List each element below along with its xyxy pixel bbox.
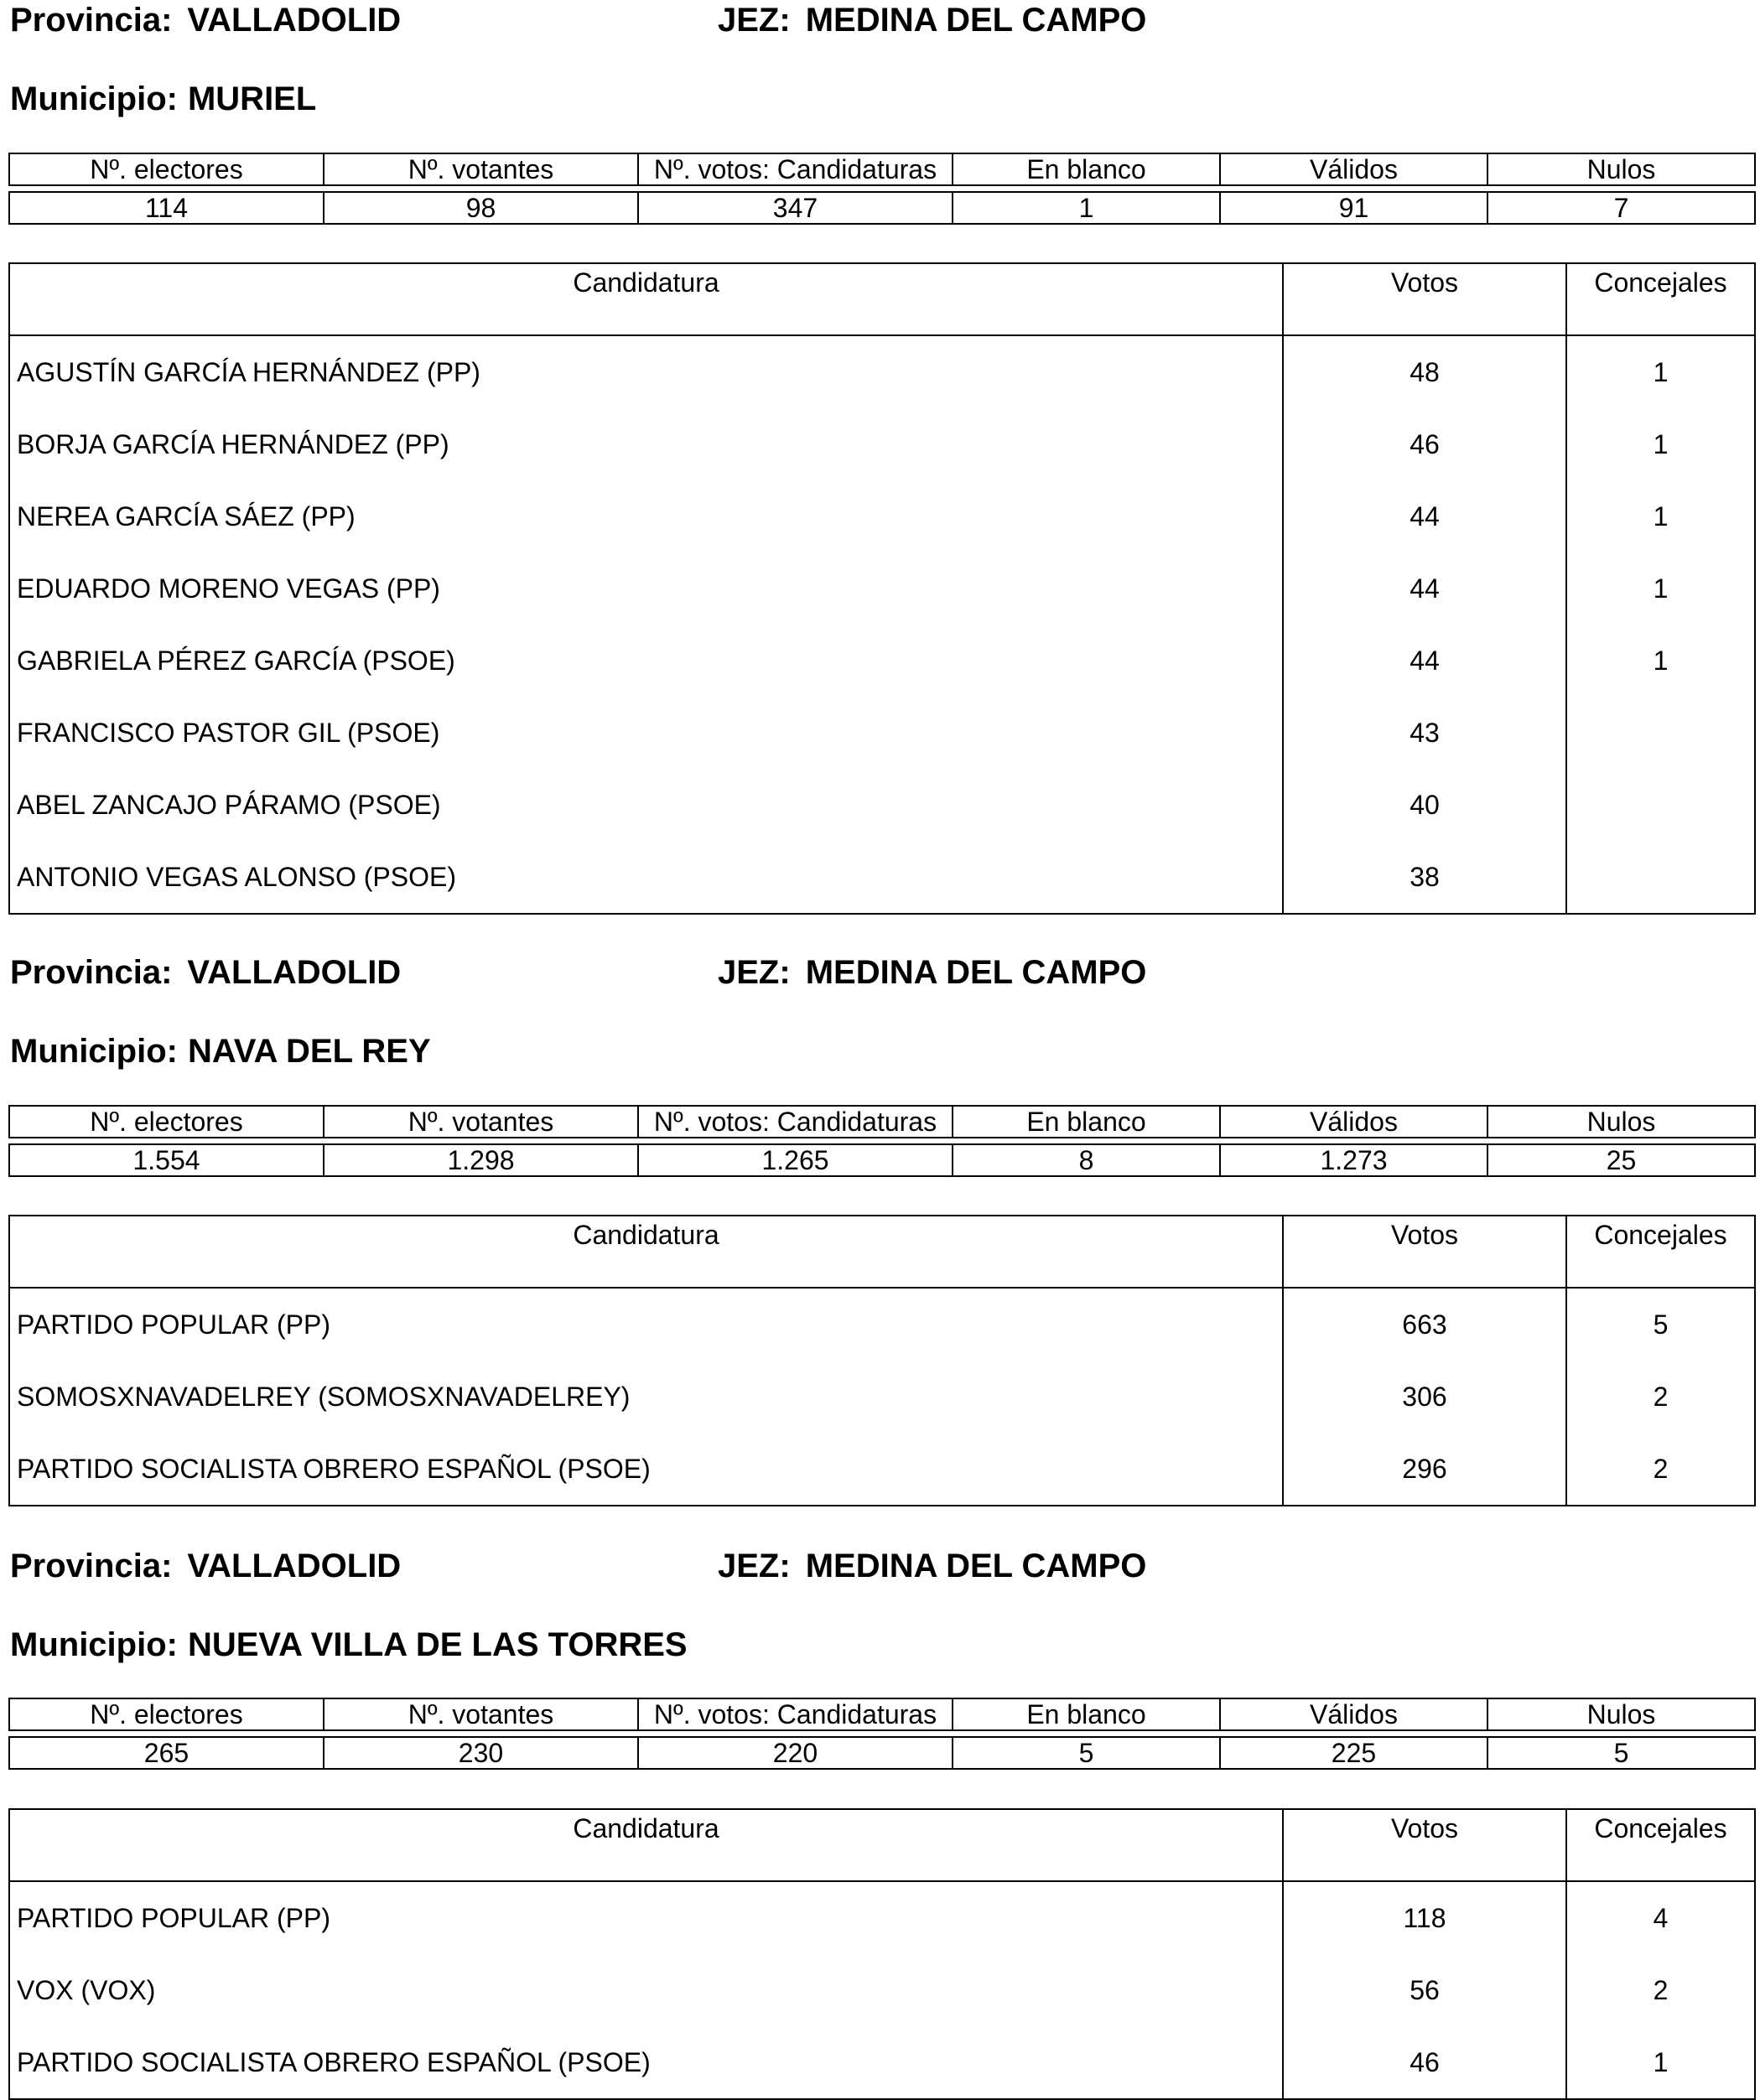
- table-row: [9, 769, 1755, 841]
- stats-table-1: [8, 153, 1756, 225]
- candidate-votos: 44: [1283, 552, 1566, 625]
- candidate-name: PARTIDO POPULAR (PP): [9, 1881, 1283, 1954]
- jez-label: JEZ:: [718, 1548, 791, 1584]
- stats-header: En blanco: [953, 153, 1220, 185]
- candidate-concejales: [1566, 841, 1755, 914]
- stats-gap: [9, 1730, 1755, 1737]
- candidate-concejales: [1566, 769, 1755, 841]
- stats-header: Nº. electores: [9, 1698, 324, 1730]
- stats-header: Nº. votantes: [324, 153, 638, 185]
- candidate-name: ANTONIO VEGAS ALONSO (PSOE): [9, 841, 1283, 914]
- candidate-name: BORJA GARCÍA HERNÁNDEZ (PP): [9, 408, 1283, 480]
- candidate-concejales: 1: [1566, 625, 1755, 697]
- jez-value: MEDINA DEL CAMPO: [805, 1548, 1147, 1584]
- cand-header: Concejales: [1566, 1809, 1755, 1881]
- municipio-line-3: [10, 1625, 688, 1665]
- stats-header: Nº. electores: [9, 153, 324, 185]
- candidates-table-3: [8, 1808, 1756, 2100]
- cand-header: Concejales: [1566, 263, 1755, 335]
- stats-header: En blanco: [953, 1698, 1220, 1730]
- table-row: [9, 1433, 1755, 1506]
- table-row: [9, 697, 1755, 769]
- candidate-concejales: 1: [1566, 335, 1755, 408]
- candidate-votos: 663: [1283, 1288, 1566, 1361]
- stats-value: 5: [953, 1737, 1220, 1769]
- jez-line-3: [718, 1546, 1146, 1586]
- candidates-table-1: [8, 262, 1756, 915]
- candidate-concejales: 2: [1566, 1433, 1755, 1506]
- stats-value: 225: [1220, 1737, 1487, 1769]
- stats-value: 1.298: [324, 1144, 638, 1176]
- jez-line-2: [718, 952, 1146, 993]
- stats-value: 7: [1487, 192, 1755, 224]
- stats-value: 265: [9, 1737, 324, 1769]
- candidate-name: PARTIDO SOCIALISTA OBRERO ESPAÑOL (PSOE): [9, 1433, 1283, 1506]
- candidate-name: PARTIDO POPULAR (PP): [9, 1288, 1283, 1361]
- municipio-line-1: [10, 79, 316, 119]
- municipio-line-2: [10, 1031, 431, 1071]
- provincia-value: VALLADOLID: [187, 1548, 402, 1584]
- cand-header: Candidatura: [9, 263, 1283, 335]
- provincia-label: Provincia:: [10, 2, 173, 39]
- stats-value: 347: [638, 192, 953, 224]
- candidate-name: GABRIELA PÉREZ GARCÍA (PSOE): [9, 625, 1283, 697]
- stats-table-3: [8, 1698, 1756, 1770]
- candidate-votos: 296: [1283, 1433, 1566, 1506]
- provincia-line-1: [10, 0, 401, 40]
- table-row: [9, 1288, 1755, 1361]
- candidate-name: NEREA GARCÍA SÁEZ (PP): [9, 480, 1283, 552]
- candidate-votos: 118: [1283, 1881, 1566, 1954]
- candidate-votos: 38: [1283, 841, 1566, 914]
- candidate-name: ABEL ZANCAJO PÁRAMO (PSOE): [9, 769, 1283, 841]
- jez-value: MEDINA DEL CAMPO: [805, 2, 1147, 39]
- cand-header: Candidatura: [9, 1216, 1283, 1288]
- jez-label: JEZ:: [718, 954, 791, 991]
- candidate-concejales: 4: [1566, 1881, 1755, 1954]
- candidate-name: PARTIDO SOCIALISTA OBRERO ESPAÑOL (PSOE): [9, 2026, 1283, 2099]
- candidate-concejales: 5: [1566, 1288, 1755, 1361]
- stats-header: Válidos: [1220, 1698, 1487, 1730]
- candidates-table-2: [8, 1215, 1756, 1506]
- candidate-votos: 46: [1283, 2026, 1566, 2099]
- municipio-label: Municipio:: [10, 1626, 178, 1663]
- stats-header: Nulos: [1487, 1106, 1755, 1138]
- stats-header: Nº. votantes: [324, 1106, 638, 1138]
- table-row: [9, 335, 1755, 408]
- cand-header: Concejales: [1566, 1216, 1755, 1288]
- provincia-line-2: [10, 952, 401, 993]
- table-row: [9, 1361, 1755, 1433]
- stats-value: 1: [953, 192, 1220, 224]
- stats-value: 220: [638, 1737, 953, 1769]
- candidate-concejales: 1: [1566, 552, 1755, 625]
- candidate-concejales: 1: [1566, 2026, 1755, 2099]
- stats-value: 1.265: [638, 1144, 953, 1176]
- jez-label: JEZ:: [718, 2, 791, 39]
- candidate-votos: 46: [1283, 408, 1566, 480]
- stats-value: 91: [1220, 192, 1487, 224]
- municipio-value: NUEVA VILLA DE LAS TORRES: [187, 1626, 688, 1663]
- candidate-votos: 44: [1283, 480, 1566, 552]
- stats-value: 5: [1487, 1737, 1755, 1769]
- stats-value: 25: [1487, 1144, 1755, 1176]
- jez-line-1: [718, 0, 1146, 40]
- municipio-label: Municipio:: [10, 80, 178, 117]
- provincia-value: VALLADOLID: [187, 954, 402, 991]
- provincia-label: Provincia:: [10, 954, 173, 991]
- stats-header: Nº. votos: Candidaturas: [638, 1106, 953, 1138]
- candidate-name: AGUSTÍN GARCÍA HERNÁNDEZ (PP): [9, 335, 1283, 408]
- stats-gap: [9, 185, 1755, 192]
- candidate-votos: 40: [1283, 769, 1566, 841]
- provincia-value: VALLADOLID: [187, 2, 402, 39]
- stats-header: Nº. votos: Candidaturas: [638, 1698, 953, 1730]
- cand-header: Votos: [1283, 1809, 1566, 1881]
- stats-header: Nº. electores: [9, 1106, 324, 1138]
- table-row: [9, 1881, 1755, 1954]
- stats-value: 1.554: [9, 1144, 324, 1176]
- stats-value: 98: [324, 192, 638, 224]
- candidate-name: VOX (VOX): [9, 1954, 1283, 2026]
- cand-header: Candidatura: [9, 1809, 1283, 1881]
- table-row: [9, 2026, 1755, 2099]
- candidate-votos: 44: [1283, 625, 1566, 697]
- candidate-concejales: [1566, 697, 1755, 769]
- stats-header: En blanco: [953, 1106, 1220, 1138]
- table-row: [9, 480, 1755, 552]
- candidate-votos: 56: [1283, 1954, 1566, 2026]
- candidate-votos: 48: [1283, 335, 1566, 408]
- candidate-concejales: 2: [1566, 1954, 1755, 2026]
- candidate-concejales: 2: [1566, 1361, 1755, 1433]
- table-row: [9, 1954, 1755, 2026]
- stats-header: Válidos: [1220, 1106, 1487, 1138]
- candidate-name: SOMOSXNAVADELREY (SOMOSXNAVADELREY): [9, 1361, 1283, 1433]
- cand-header: Votos: [1283, 1216, 1566, 1288]
- stats-header: Nulos: [1487, 1698, 1755, 1730]
- stats-value: 114: [9, 192, 324, 224]
- table-row: [9, 408, 1755, 480]
- candidate-name: EDUARDO MORENO VEGAS (PP): [9, 552, 1283, 625]
- table-row: [9, 552, 1755, 625]
- provincia-line-3: [10, 1546, 401, 1586]
- table-row: [9, 625, 1755, 697]
- stats-value: 1.273: [1220, 1144, 1487, 1176]
- candidate-concejales: 1: [1566, 408, 1755, 480]
- stats-header: Válidos: [1220, 153, 1487, 185]
- candidate-votos: 306: [1283, 1361, 1566, 1433]
- stats-header: Nº. votantes: [324, 1698, 638, 1730]
- stats-value: 8: [953, 1144, 1220, 1176]
- stats-header: Nulos: [1487, 153, 1755, 185]
- candidate-votos: 43: [1283, 697, 1566, 769]
- provincia-label: Provincia:: [10, 1548, 173, 1584]
- candidate-concejales: 1: [1566, 480, 1755, 552]
- candidate-name: FRANCISCO PASTOR GIL (PSOE): [9, 697, 1283, 769]
- stats-header: Nº. votos: Candidaturas: [638, 153, 953, 185]
- municipio-value: MURIEL: [187, 80, 317, 117]
- stats-gap: [9, 1138, 1755, 1144]
- jez-value: MEDINA DEL CAMPO: [805, 954, 1147, 991]
- municipio-value: NAVA DEL REY: [187, 1033, 431, 1070]
- stats-table-2: [8, 1105, 1756, 1177]
- stats-value: 230: [324, 1737, 638, 1769]
- table-row: [9, 841, 1755, 914]
- municipio-label: Municipio:: [10, 1033, 178, 1070]
- cand-header: Votos: [1283, 263, 1566, 335]
